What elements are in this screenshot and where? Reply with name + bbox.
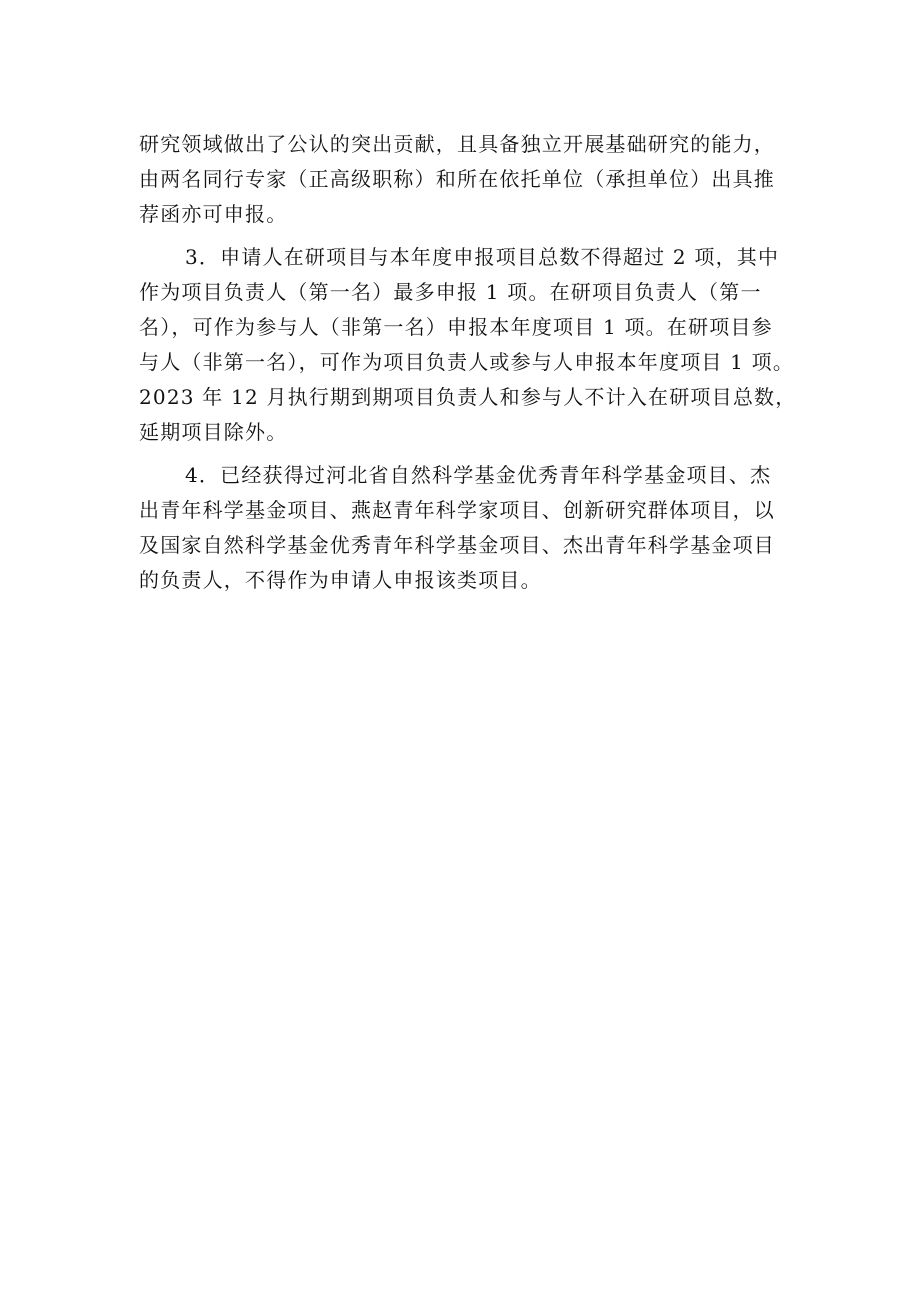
text-line: 及国家自然科学基金优秀青年科学基金项目、杰出青年科学基金项目 [139, 533, 775, 557]
document-body [139, 127, 797, 606]
text-line: 名），可作为参与人（非第一名）申报本年度项目 1 项。在研项目参 [139, 315, 773, 339]
text-line: 4．已经获得过河北省自然科学基金优秀青年科学基金项目、杰 [185, 463, 772, 487]
text-line: 研究领域做出了公认的突出贡献，且具备独立开展基础研究的能力， [139, 132, 775, 156]
text-line: 的负责人，不得作为申请人申报该类项目。 [139, 568, 542, 592]
text-line: 荐函亦可申报。 [139, 202, 288, 226]
text-line: 3．申请人在研项目与本年度申报项目总数不得超过 2 项，其中 [185, 245, 780, 269]
paragraph-continuation [139, 127, 789, 232]
text-line: 延期项目除外。 [139, 420, 288, 444]
text-line: 由两名同行专家（正高级职称）和所在依托单位（承担单位）出具推 [139, 167, 775, 191]
text-line: 作为项目负责人（第一名）最多申报 1 项。在研项目负责人（第一 [139, 280, 762, 304]
paragraph-item-4 [139, 458, 789, 598]
text-line: 与人（非第一名），可作为项目负责人或参与人申报本年度项目 1 项。 [139, 350, 795, 374]
paragraph-item-3 [139, 240, 797, 450]
text-line: 出青年科学基金项目、燕赵青年科学家项目、创新研究群体项目，以 [139, 498, 775, 522]
text-line: 2023 年 12 月执行期到期项目负责人和参与人不计入在研项目总数， [139, 385, 797, 409]
